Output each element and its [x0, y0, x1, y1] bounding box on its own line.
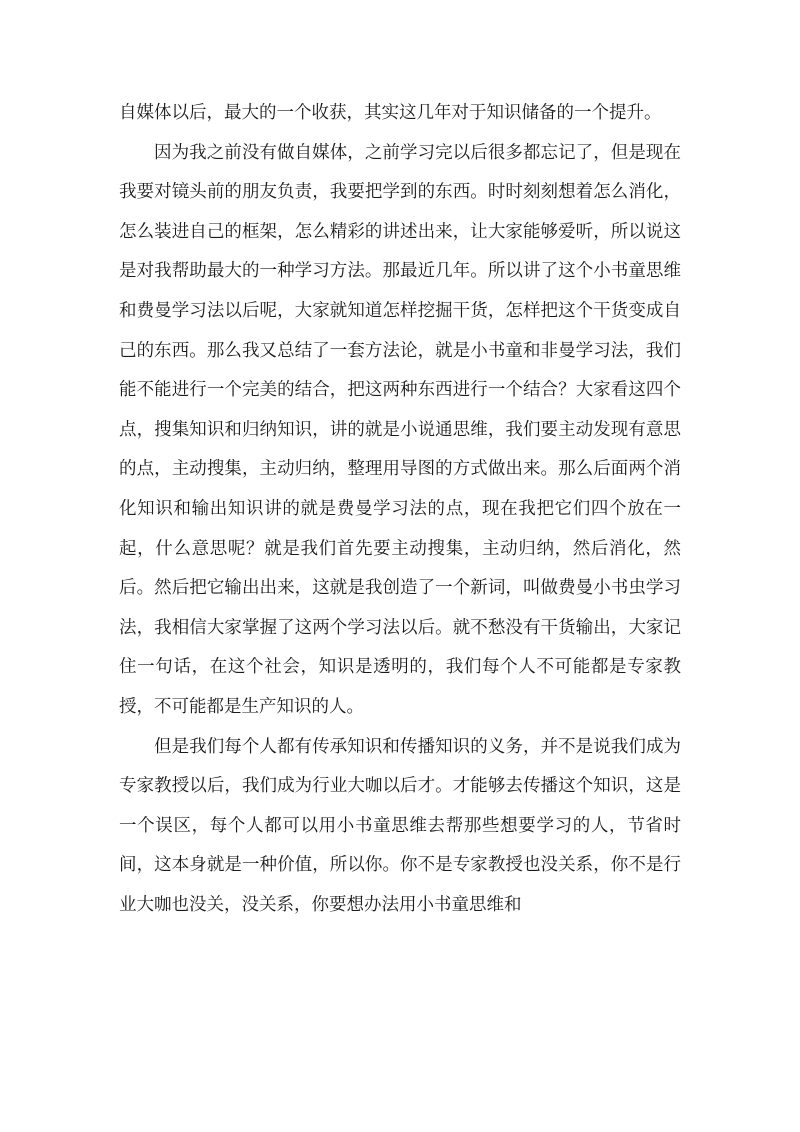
document-page: [119, 94, 681, 925]
paragraph-1: 自媒体以后，最大的一个收获，其实这几年对于知识储备的一个提升。: [119, 103, 662, 123]
paragraph-2: 因为我之前没有做自媒体，之前学习完以后很多都忘记了，但是现在我要对镜头前的朋友负责，我要把学到的东西。时时刻刻想着怎么消化，怎么装进自己的框架，怎么精彩的讲述出来，让大家能够爱听，所以说这是对我帮助最大的一种学习方法。那最近几年。所以讲了这个小书童思维和费曼学习法以后呢，大家就知道怎样挖掘干货，怎样把这个干货变成自己的东西。那么我又总结了一套方法论，就是小书童和非曼学习法，我们能不能进行一个完美的结合，把这两种东西进行一个结合？大家看这四个点，搜集知识和归纳知识，讲的就是小说通思维，我们要主动发现有意思的点，主动搜集，主动归纳，整理用导图的方式做出来。那么后面两个消化知识和输出知识讲的就是费曼学习法的点，现在我把它们四个放在一起，什么意思呢？就是我们首先要主动搜集，主动归纳，然后消化，然后。然后把它输出出来，这就是我创造了一个新词，叫做费曼小书虫学习法，我相信大家掌握了这两个学习法以后。就不愁没有干货输出，大家记住一句话，在这个社会，知识是透明的，我们每个人不可能都是专家教授，不可能都是生产知识的人。: [119, 142, 681, 717]
paragraph-3: 但是我们每个人都有传承知识和传播知识的义务，并不是说我们成为专家教授以后，我们成为行业大咖以后才。才能够去传播这个知识，这是一个误区，每个人都可以用小书童思维去帮那些想要学习的人，节省时间，这本身就是一种价值，所以你。你不是专家教授也没关系，你不是行业大咖也没关，没关系，你要想办法用小书童思维和: [119, 736, 681, 915]
